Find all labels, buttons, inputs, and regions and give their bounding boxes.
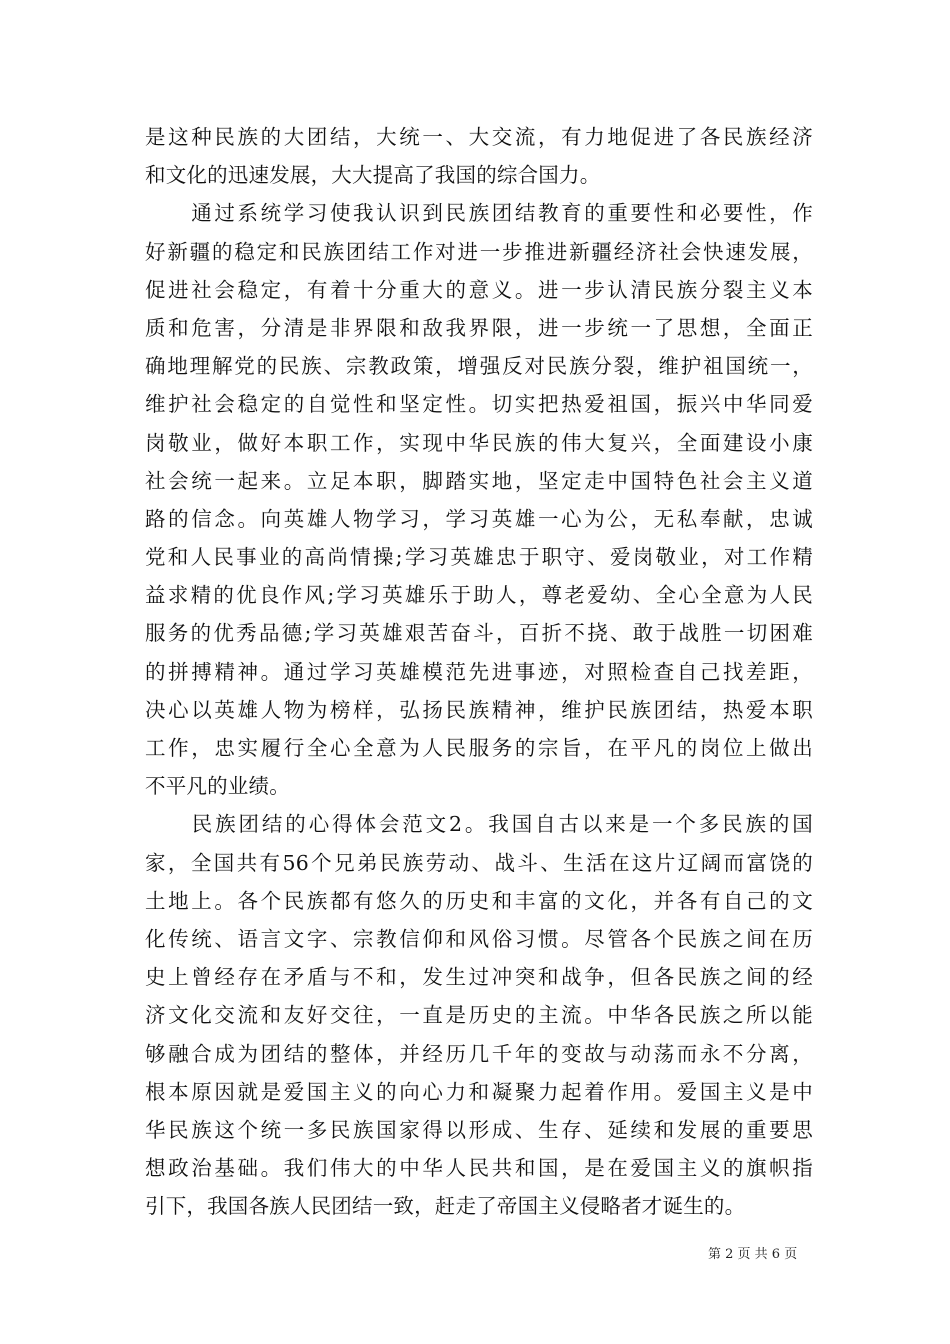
- text-line: 化传统、语言文字、宗教信仰和风俗习惯。尽管各个民族之间在历: [145, 926, 813, 951]
- text-line: 通过系统学习使我认识到民族团结教育的重要性和必要性，作: [145, 201, 813, 226]
- text-line: 济文化交流和友好交往，一直是历史的主流。中华各民族之所以能: [145, 1003, 813, 1028]
- text-line: 华民族这个统一多民族国家得以形成、生存、延续和发展的重要思: [145, 1117, 813, 1142]
- text-line: 社会统一起来。立足本职，脚踏实地，坚定走中国特色社会主义道: [145, 468, 813, 493]
- text-line: 史上曾经存在矛盾与不和，发生过冲突和战争，但各民族之间的经: [145, 965, 813, 990]
- text-line: 和文化的迅速发展，大大提高了我国的综合国力。: [145, 163, 601, 188]
- text-line: 的拼搏精神。通过学习英雄模范先进事迹，对照检查自己找差距，: [145, 659, 813, 684]
- text-line: 质和危害，分清是非界限和敌我界限，进一步统一了思想，全面正: [145, 315, 813, 340]
- text-line: 决心以英雄人物为榜样，弘扬民族精神，维护民族团结，热爱本职: [145, 697, 813, 722]
- text-line: 服务的优秀品德;学习英雄艰苦奋斗，百折不挠、敢于战胜一切困难: [145, 621, 813, 646]
- body-text: [145, 118, 813, 1225]
- text-line: 工作，忠实履行全心全意为人民服务的宗旨，在平凡的岗位上做出: [145, 736, 813, 760]
- text-line: 维护社会稳定的自觉性和坚定性。切实把热爱祖国，振兴中华同爱: [145, 392, 813, 417]
- text-line: 益求精的优良作风;学习英雄乐于助人，尊老爱幼、全心全意为人民: [145, 583, 813, 608]
- page-number: 第 2 页 共 6 页: [708, 1247, 798, 1262]
- text-line: 土地上。各个民族都有悠久的历史和丰富的文化，并各有自己的文: [145, 888, 813, 913]
- text-line: 党和人民事业的高尚情操;学习英雄忠于职守、爱岗敬业，对工作精: [145, 545, 813, 570]
- text-line: 促进社会稳定，有着十分重大的意义。进一步认清民族分裂主义本: [145, 277, 813, 302]
- text-line: 确地理解党的民族、宗教政策，增强反对民族分裂，维护祖国统一，: [145, 354, 813, 379]
- text-line: 路的信念。向英雄人物学习，学习英雄一心为公，无私奉献，忠诚: [145, 506, 813, 531]
- text-line: 是这种民族的大团结，大统一、大交流，有力地促进了各民族经济: [145, 125, 813, 149]
- text-line: 不平凡的业绩。: [145, 774, 290, 799]
- text-line: 根本原因就是爱国主义的向心力和凝聚力起着作用。爱国主义是中: [145, 1079, 813, 1104]
- text-line: 岗敬业，做好本职工作，实现中华民族的伟大复兴，全面建设小康: [145, 430, 813, 455]
- text-line: 够融合成为团结的整体，并经历几千年的变故与动荡而永不分离，: [145, 1041, 813, 1066]
- text-line: 好新疆的稳定和民族团结工作对进一步推进新疆经济社会快速发展，: [145, 239, 813, 264]
- text-line: 民族团结的心得体会范文2。我国自古以来是一个多民族的国: [145, 812, 813, 837]
- text-line: 想政治基础。我们伟大的中华人民共和国，是在爱国主义的旗帜指: [145, 1156, 813, 1181]
- text-line: 引下，我国各族人民团结一致，赶走了帝国主义侵略者才诞生的。: [145, 1194, 746, 1219]
- text-line: 家，全国共有56个兄弟民族劳动、战斗、生活在这片辽阔而富饶的: [145, 850, 813, 875]
